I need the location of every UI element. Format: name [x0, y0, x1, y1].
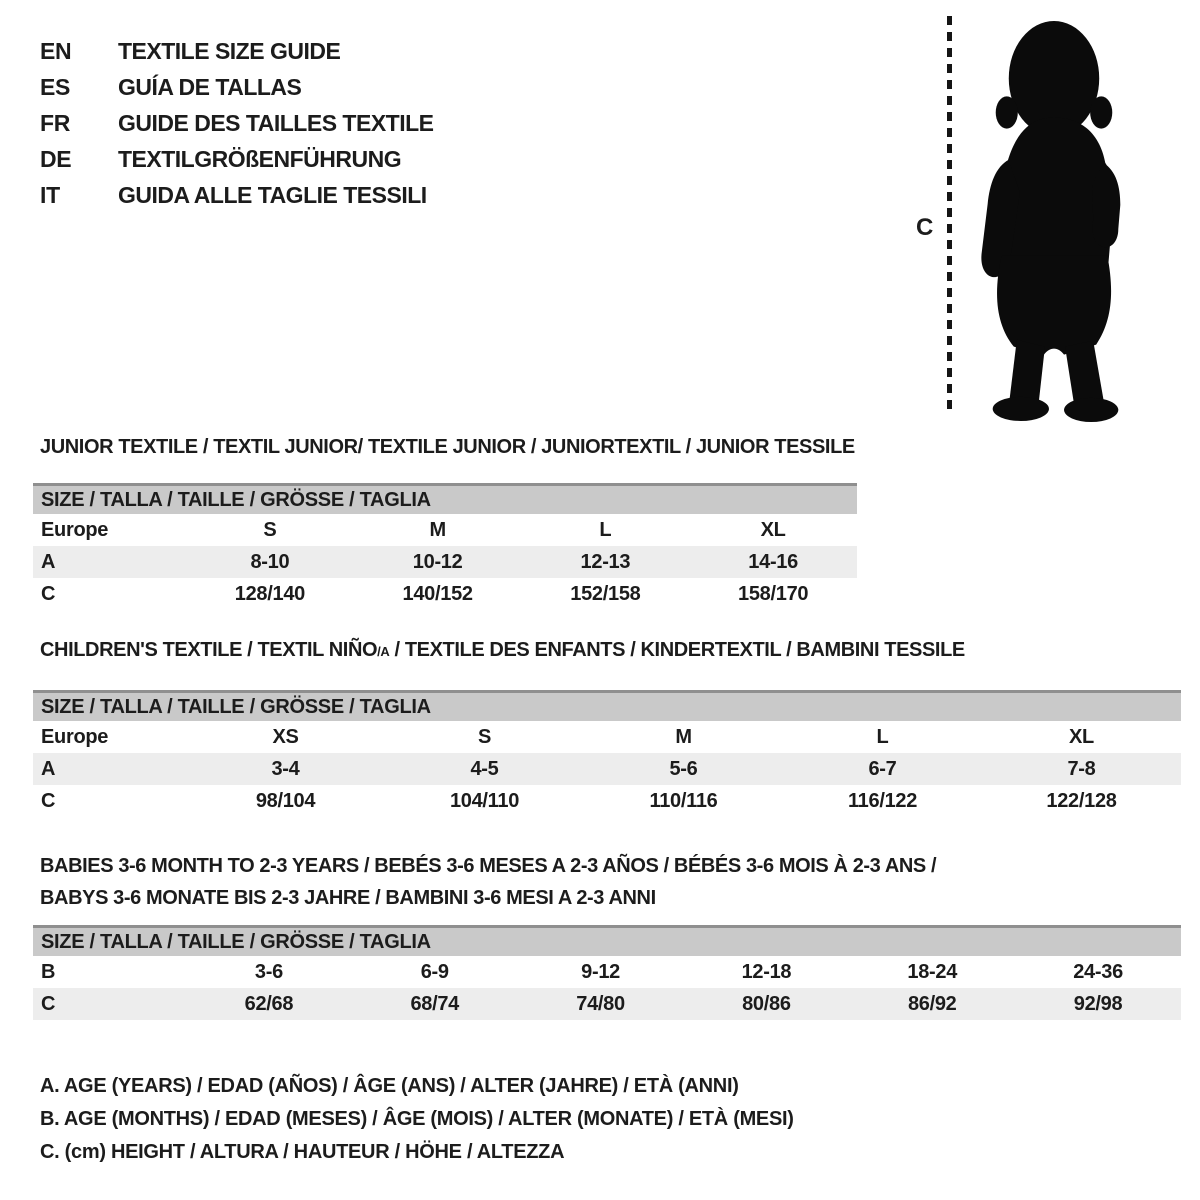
note-age-years: A. AGE (YEARS) / EDAD (AÑOS) / ÂGE (ANS) / ALTER (JAHRE) / ETÀ (ANNI) [40, 1075, 739, 1097]
cell-value: 9-12 [581, 960, 620, 983]
children-size-table [33, 721, 1181, 817]
cell-value: 122/128 [1046, 789, 1117, 812]
cell-value: 62/68 [244, 992, 294, 1015]
cell-value: 140/152 [402, 582, 473, 605]
junior-section-heading: JUNIOR TEXTILE / TEXTIL JUNIOR/ TEXTILE JUNIOR / JUNIORTEXTIL / JUNIOR TESSILE [40, 436, 855, 458]
legend-notes [40, 1070, 794, 1169]
list-item [40, 33, 434, 69]
row-label: A [41, 550, 56, 573]
table-row [33, 546, 857, 578]
cell-value: 110/116 [649, 789, 718, 812]
cell-value: L [876, 725, 889, 748]
cell-value: 6-9 [420, 960, 449, 983]
cell-value: 10-12 [412, 550, 463, 573]
children-heading-subscript: /A [377, 644, 390, 659]
cell-value: 68/74 [410, 992, 460, 1015]
children-heading-prefix: CHILDREN'S TEXTILE / TEXTIL NIÑO [40, 639, 378, 661]
row-label: C [41, 582, 56, 605]
list-item [40, 69, 434, 105]
language-code: EN [40, 37, 72, 64]
cell-value: XL [1069, 725, 1094, 748]
children-size-header-bar: SIZE / TALLA / TAILLE / GRÖSSE / TAGLIA [33, 690, 1181, 721]
language-code: FR [40, 109, 71, 136]
table-row [33, 753, 1181, 785]
babies-size-table [33, 956, 1181, 1020]
cell-value: 18-24 [907, 960, 958, 983]
junior-size-header-bar: SIZE / TALLA / TAILLE / GRÖSSE / TAGLIA [33, 483, 857, 514]
cell-value: 12-13 [580, 550, 631, 573]
guide-title: GUIDE DES TAILLES TEXTILE [118, 109, 434, 136]
note-height-cm: C. (cm) HEIGHT / ALTURA / HAUTEUR / HÖHE / ALTEZZA [40, 1141, 565, 1163]
cell-value: 128/140 [234, 582, 305, 605]
cell-value: 6-7 [868, 757, 897, 780]
babies-heading-line1: BABIES 3-6 MONTH TO 2-3 YEARS / BEBÉS 3-6 MESES A 2-3 AÑOS / BÉBÉS 3-6 MOIS À 2-3 ANS / [40, 855, 937, 877]
cell-value: XL [760, 518, 786, 541]
cell-value: 4-5 [470, 757, 499, 780]
table-row [33, 956, 1181, 988]
junior-size-table [33, 514, 857, 610]
language-code: IT [40, 181, 60, 208]
height-measure-label: C [916, 214, 934, 241]
row-label: Europe [41, 725, 109, 748]
cell-value: M [429, 518, 446, 541]
cell-value: 14-16 [748, 550, 798, 573]
table-row [33, 514, 857, 546]
list-item [40, 177, 434, 213]
babies-section-heading [40, 850, 936, 914]
cell-value: 24-36 [1073, 960, 1123, 983]
guide-title: TEXTILGRÖßENFÜHRUNG [118, 145, 402, 172]
table-row [33, 988, 1181, 1020]
baby-silhouette-icon [958, 12, 1154, 424]
guide-title: TEXTILE SIZE GUIDE [118, 37, 341, 64]
cell-value: 12-18 [741, 960, 792, 983]
cell-value: 7-8 [1067, 757, 1096, 780]
cell-value: 98/104 [255, 789, 316, 812]
cell-value: S [477, 725, 492, 748]
cell-value: 86/92 [907, 992, 957, 1015]
table-row [33, 721, 1181, 753]
cell-value: 104/110 [449, 789, 520, 812]
guide-title: GUÍA DE TALLAS [118, 73, 302, 100]
babies-heading-line2: BABYS 3-6 MONATE BIS 2-3 JAHRE / BAMBINI 3-6 MESI A 2-3 ANNI [40, 887, 656, 909]
cell-value: 5-6 [669, 757, 698, 780]
cell-value: 116/122 [847, 789, 918, 812]
row-label: B [41, 960, 56, 983]
cell-value: L [599, 518, 612, 541]
list-item [40, 105, 434, 141]
table-row [33, 578, 857, 610]
cell-value: XS [272, 725, 299, 748]
cell-value: 152/158 [570, 582, 641, 605]
cell-value: S [263, 518, 277, 541]
guide-title: GUIDA ALLE TAGLIE TESSILI [118, 181, 427, 208]
cell-value: 8-10 [250, 550, 290, 573]
row-label: C [41, 789, 56, 812]
table-row [33, 785, 1181, 817]
babies-size-header-bar: SIZE / TALLA / TAILLE / GRÖSSE / TAGLIA [33, 925, 1181, 956]
cell-value: 158/170 [738, 582, 809, 605]
cell-value: 3-6 [254, 960, 283, 983]
children-section-heading [40, 639, 965, 662]
language-list [40, 33, 434, 213]
note-age-months: B. AGE (MONTHS) / EDAD (MESES) / ÂGE (MOIS) / ALTER (MONATE) / ETÀ (MESI) [40, 1108, 794, 1130]
children-heading-suffix: / TEXTILE DES ENFANTS / KINDERTEXTIL / BAMBINI TESSILE [389, 639, 965, 661]
row-label: C [41, 992, 56, 1015]
language-code: DE [40, 145, 72, 172]
height-dashed-line [947, 16, 952, 416]
cell-value: M [675, 725, 692, 748]
cell-value: 92/98 [1073, 992, 1123, 1015]
language-code: ES [40, 73, 71, 100]
list-item [40, 141, 434, 177]
row-label: Europe [41, 518, 109, 541]
row-label: A [41, 757, 56, 780]
cell-value: 3-4 [271, 757, 300, 780]
cell-value: 80/86 [742, 992, 791, 1015]
cell-value: 74/80 [576, 992, 625, 1015]
